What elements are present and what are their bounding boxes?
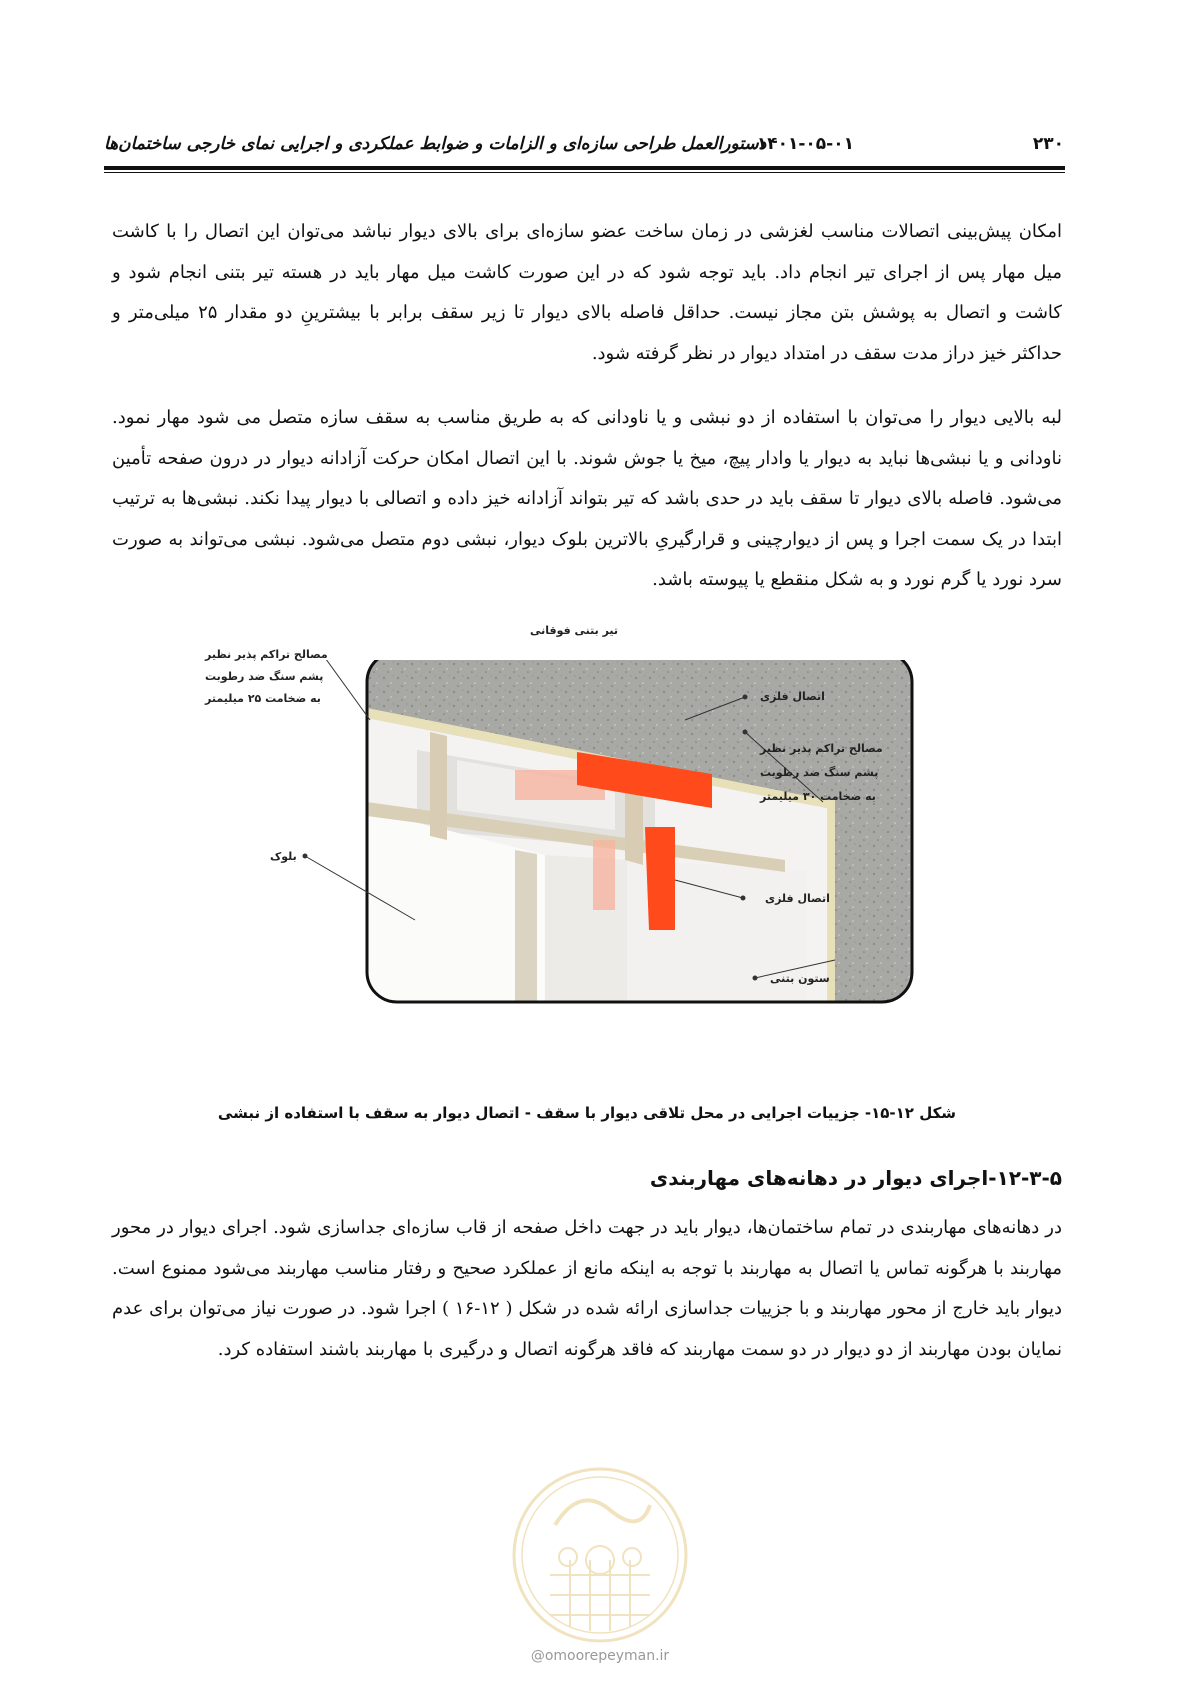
metal-connection-side: [645, 827, 675, 930]
label-insulation-25-line1: مصالح تراکم پذیر نظیر: [205, 648, 328, 661]
header-title: دستورالعمل طراحی سازه‌ای و الزامات و ضوابط عملکردی و اجرایی نمای خارجی ساختمان‌ها: [104, 134, 767, 154]
figure-caption: شکل ۱۲-۱۵- جزییات اجرایی در محل تلاقی دیوار با سقف - اتصال دیوار به سقف با استفاده از نبشی: [217, 1104, 957, 1122]
watermark-site: @omoorepeyman.ir: [530, 1648, 670, 1664]
paragraph-2: لبه بالایی دیوار را می‌توان با استفاده از دو نبشی و یا ناودانی که به طریق مناسب به سقف سازه متصل می شود مهار نمود. ناودانی و یا نبشی‌ها نباید به دیوار یا وادار پیچ، میخ یا جوش شوند. با این اتصال امکان حرکت آزادانه دیوار در درون صفحه تأمین می‌شود. فاصله بالای دیوار تا سقف باید در حدی باشد که تیر بتواند آزادانه خیز داده و اتصالی با دیوار پیدا نکند. نبشی‌ها به ترتیب ابتدا در یک سمت اجرا و پس از دیوارچینی و قرارگیریِ بالاترین بلوک دیوار، نبشی دوم متصل می‌شود. نبشی می‌تواند به صورت سرد نورد یا گرم نورد و به شکل منقطع یا پیوسته باشد.: [112, 407, 1062, 590]
label-insulation-30-line3: به ضخامت ۳۰ میلیمتر: [760, 790, 876, 803]
label-metal-connection-bottom: اتصال فلزی: [765, 892, 830, 905]
wall-ceiling-detail-illustration: [185, 660, 1005, 1100]
page-header: [104, 128, 1064, 164]
header-rule-thick: [104, 166, 1065, 170]
label-metal-connection-top: اتصال فلزی: [760, 690, 825, 703]
label-insulation-30-line2: پشم سنگ ضد رطوبت: [760, 766, 879, 779]
watermark-logo: [510, 1465, 690, 1645]
paragraph-1: امکان پیش‌بینی اتصالات مناسب لغزشی در زمان ساخت عضو سازه‌ای برای بالای دیوار نباشد می‌توان این اتصال را با کاشت میل مهار پس از اجرای تیر انجام داد. باید توجه شود که در این صورت کاشت میل مهار باید در هسته تیر بتنی انجام شود و کاشت و اتصال به پوشش بتن مجاز نیست. حداقل فاصله بالای دیوار تا زیر سقف برابر با بیشترینِ دو مقدار ۲۵ میلی‌متر و حداکثر خیز دراز مدت سقف در امتداد دیوار در نظر گرفته شود.: [112, 221, 1062, 364]
section-heading: ۱۲-۳-۵-اجرای دیوار در دهانه‌های مهاربندی: [649, 1166, 1062, 1190]
paragraph-3: در دهانه‌های مهاربندی در تمام ساختمان‌ها، دیوار باید در جهت داخل صفحه از قاب سازه‌ای جداسازی شود. اجرای دیوار در محور مهاربند با هرگونه تماس یا اتصال به مهاربند با توجه به اینکه مانع از عملکرد صحیح و رفتار مناسب مهاربند می‌شود ممنوع است. دیوار باید خارج از محور مهاربند و با جزییات جداسازی ارائه شده در شکل ( ۱۲-۱۶ ) اجرا شود. در صورت نیاز می‌توان برای عدم نمایان بودن مهاربند از دو دیوار در دو سمت مهاربند که فاقد هرگونه اتصال و درگیری با مهاربند باشند استفاده کرد.: [112, 1217, 1062, 1360]
page-number: ۲۳۰: [1032, 134, 1064, 154]
header-rule-thin: [104, 172, 1065, 173]
label-insulation-30-line1: مصالح تراکم پذیر نظیر: [760, 742, 883, 755]
detail-figure: [185, 624, 1005, 1100]
label-concrete-column: ستون بتنی: [770, 972, 830, 985]
label-insulation-25-line2: پشم سنگ ضد رطوبت: [205, 670, 324, 683]
label-block: بلوک: [270, 850, 297, 863]
header-date: ۱۴۰۱-۰۵-۰۱: [756, 134, 854, 154]
label-insulation-25-line3: به ضخامت ۲۵ میلیمتر: [205, 692, 321, 705]
label-top-beam: تیر بتنی فوقانی: [530, 624, 619, 637]
